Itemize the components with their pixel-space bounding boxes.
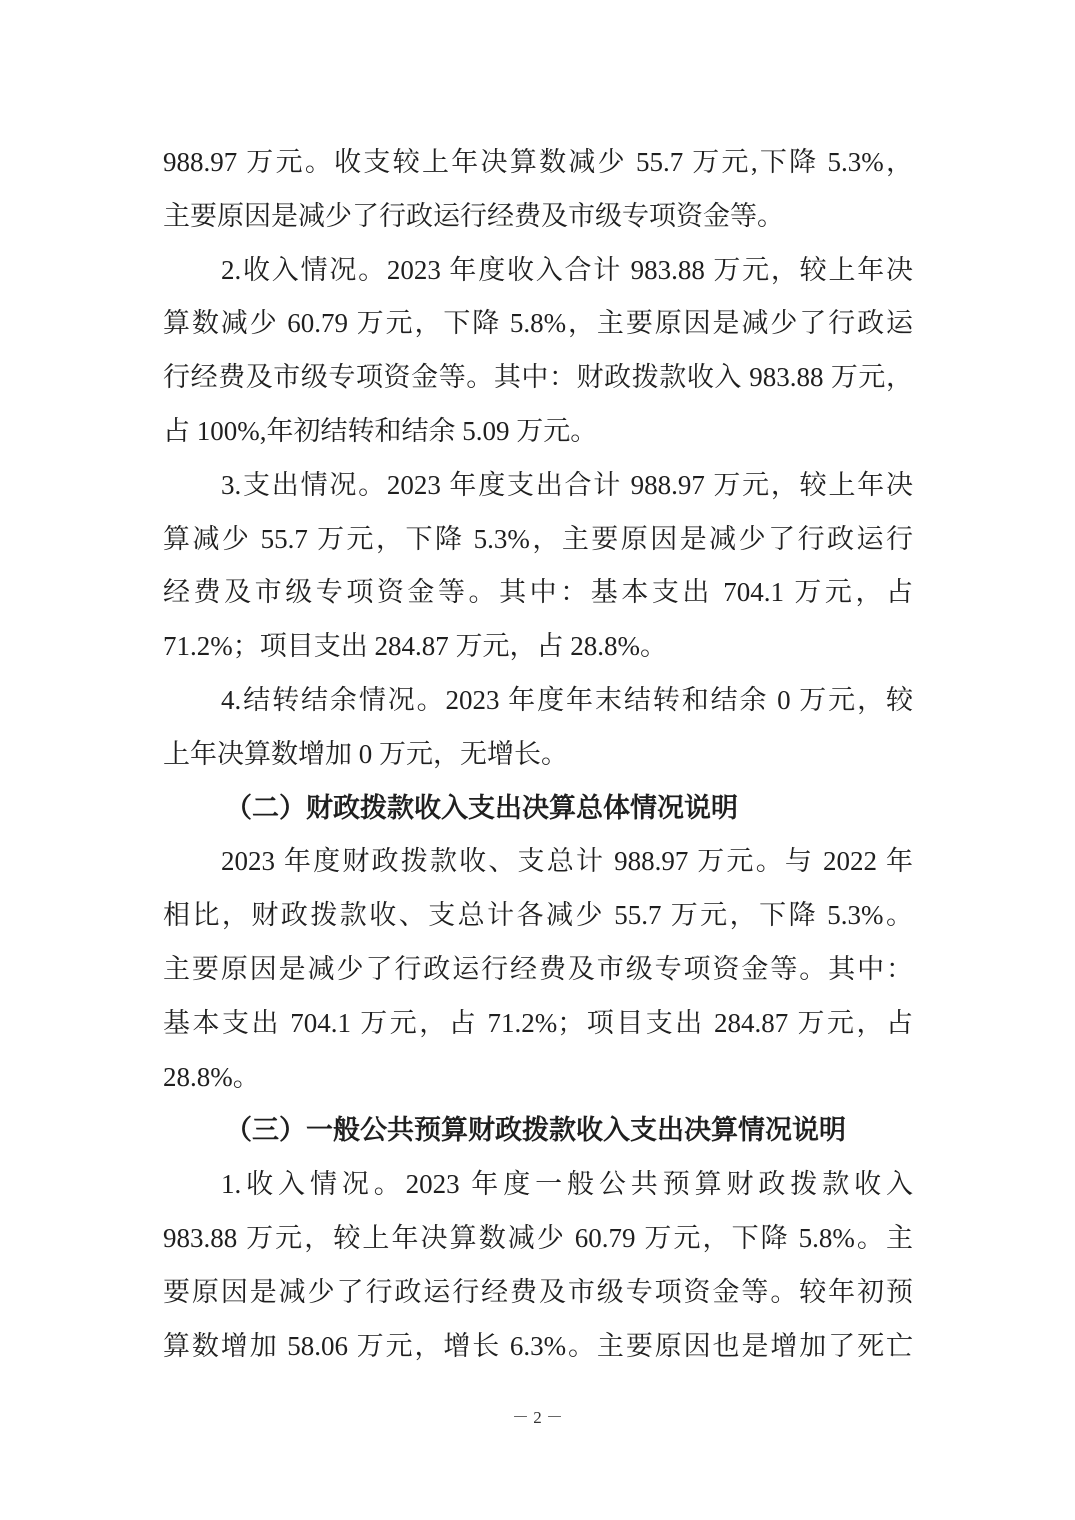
section-heading: （三）一般公共预算财政拨款收入支出决算情况说明 [225,1115,846,1146]
paragraph-line: 要原因是减少了行政运行经费及市级专项资金等。较年初预 [163,1276,913,1307]
paragraph-line: 经费及市级专项资金等。其中：基本支出 704.1 万元，占 [163,577,913,608]
paragraph-line: 主要原因是减少了行政运行经费及市级专项资金等。其中： [163,953,913,984]
paragraph-carryover [163,674,913,782]
paragraph-continued [163,136,913,244]
paragraph-line: 占 100%,年初结转和结余 5.09 万元。 [163,415,598,446]
paragraph-line: 2.收入情况。2023 年度收入合计 983.88 万元，较上年决 [221,254,913,285]
paragraph-line: 算数增加 58.06 万元，增长 6.3%。主要原因也是增加了死亡 [163,1330,913,1361]
paragraph-general-budget-income [163,1158,913,1373]
paragraph-income [163,244,913,459]
paragraph-line: 4.结转结余情况。2023 年度年末结转和结余 0 万元，较 [221,684,913,715]
paragraph-line: 行经费及市级专项资金等。其中：财政拨款收入 983.88 万元， [163,362,913,393]
body-text [163,136,913,1373]
paragraph-line: 上年决算数增加 0 万元，无增长。 [163,738,568,769]
paragraph-line: 3.支出情况。2023 年度支出合计 988.97 万元，较上年决 [221,469,913,500]
paragraph-line: 算减少 55.7 万元，下降 5.3%，主要原因是减少了行政运行 [163,523,913,554]
paragraph-fiscal-total [163,835,913,1104]
paragraph-line: 2023 年度财政拨款收、支总计 988.97 万元。与 2022 年 [221,846,913,877]
section-heading: （二）财政拨款收入支出决算总体情况说明 [225,792,738,823]
paragraph-line: 算数减少 60.79 万元，下降 5.8%，主要原因是减少了行政运 [163,308,913,339]
paragraph-line: 983.88 万元，较上年决算数减少 60.79 万元，下降 5.8%。主 [163,1222,913,1253]
paragraph-line: 主要原因是减少了行政运行经费及市级专项资金等。 [163,200,784,231]
paragraph-line: 1.收入情况。2023 年度一般公共预算财政拨款收入 [221,1169,913,1200]
page-number: － 2 － [512,1408,563,1427]
section-heading-2 [163,782,913,836]
paragraph-line: 988.97 万元。收支较上年决算数减少 55.7 万元,下降 5.3%， [163,147,913,177]
paragraph-line: 71.2%；项目支出 284.87 万元，占 28.8%。 [163,631,667,662]
paragraph-line: 基本支出 704.1 万元，占 71.2%；项目支出 284.87 万元，占 [163,1007,913,1038]
paragraph-line: 相比，财政拨款收、支总计各减少 55.7 万元，下降 5.3%。 [163,900,913,931]
paragraph-line: 28.8%。 [163,1061,260,1092]
paragraph-expenditure [163,459,913,674]
section-heading-3 [163,1104,913,1158]
